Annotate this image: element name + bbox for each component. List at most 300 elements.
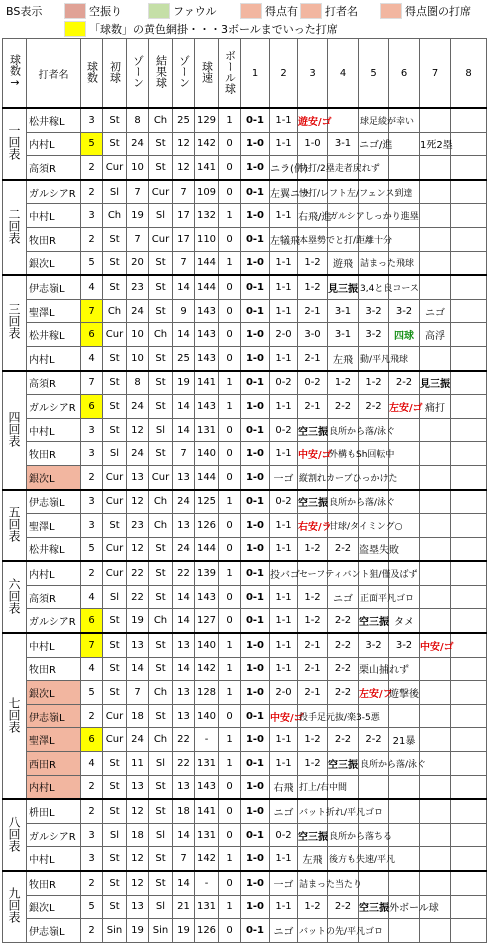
pitch-count: 5 (81, 895, 103, 919)
ball-count: 0 (219, 275, 241, 299)
pitch-count: 4 (81, 657, 103, 681)
result-pitch: St (149, 657, 173, 681)
pitch-count: 7 (81, 371, 103, 395)
result-zone: 25 (173, 346, 195, 370)
count-cell-4: 外構もSh回転中 (328, 442, 359, 466)
first-zone: 24 (127, 395, 149, 419)
result-zone: 17 (173, 204, 195, 228)
count-cell-5: 栗山捕れず (359, 657, 389, 681)
speed: 139 (195, 561, 219, 585)
count-cell-3: 詰まった当たり (298, 871, 328, 895)
speed: 132 (195, 204, 219, 228)
first-zone: 10 (127, 156, 149, 180)
batter-name: 松井稼L (27, 323, 81, 347)
first-pitch: Cur (103, 323, 127, 347)
first-pitch: St (103, 251, 127, 275)
count-cell-3: 2-1 (298, 633, 328, 657)
count-cell-3: 投手足元抜/楽3-5悪 (298, 704, 328, 728)
count-cell-7: ニゴ (420, 299, 451, 323)
pitch-count: 2 (81, 227, 103, 251)
inning-label: 五回表 (3, 490, 27, 562)
pitch-count: 3 (81, 514, 103, 538)
first-zone: 12 (127, 847, 149, 871)
count-cell-8 (451, 275, 487, 299)
pitch-count: 4 (81, 275, 103, 299)
count-cell-4: 3-1 (328, 323, 359, 347)
first-zone: 11 (127, 752, 149, 776)
ball-count: 0 (219, 180, 241, 204)
batter-name: ガルシアR (27, 180, 81, 204)
result-pitch: St (149, 847, 173, 871)
batter-name: ガルシアR (27, 609, 81, 633)
result-zone: 24 (173, 490, 195, 514)
count-cell-1: 1-0 (241, 156, 270, 180)
count-cell-3: 1-2 (298, 609, 328, 633)
count-cell-8 (451, 442, 487, 466)
count-cell-2: ニラ(併) (270, 156, 298, 180)
count-cell-7 (420, 681, 451, 705)
count-cell-8 (451, 871, 487, 895)
batter-name: 中村L (27, 418, 81, 442)
first-pitch: St (103, 775, 127, 799)
count-cell-2: 1-1 (270, 609, 298, 633)
count-cell-1: 1-0 (241, 514, 270, 538)
count-cell-3: バットの先/平凡ゴロ (298, 919, 328, 943)
ball-count: 0 (219, 609, 241, 633)
first-zone: 19 (127, 609, 149, 633)
count-cell-6 (389, 823, 420, 847)
count-cell-4: 良所から落/泳ぐ (328, 418, 359, 442)
first-pitch: Cur (103, 561, 127, 585)
count-cell-4: ガルシアしっかり進塁 (328, 204, 359, 228)
count-cell-7 (420, 704, 451, 728)
count-cell-4: 2-2 (328, 728, 359, 752)
count-cell-2: 1-1 (270, 514, 298, 538)
result-pitch: Ch (149, 609, 173, 633)
result-zone: 7 (173, 180, 195, 204)
legend-bs: BS表示 (6, 5, 43, 18)
count-cell-8 (451, 585, 487, 609)
count-cell-6 (389, 704, 420, 728)
result-zone: 19 (173, 371, 195, 395)
ball-count: 1 (219, 108, 241, 132)
batter-name: 内村L (27, 775, 81, 799)
count-cell-1: 1-0 (241, 323, 270, 347)
count-cell-7: 見三振 (420, 371, 451, 395)
first-pitch: St (103, 609, 127, 633)
table-row (3, 180, 487, 204)
table-row (3, 704, 487, 728)
table-body (3, 108, 487, 942)
first-pitch: St (103, 346, 127, 370)
first-pitch: St (103, 418, 127, 442)
first-zone: 18 (127, 704, 149, 728)
count-cell-3: 1-2 (298, 275, 328, 299)
count-cell-8 (451, 108, 487, 132)
count-cell-1: 0-1 (241, 704, 270, 728)
count-cell-7 (420, 418, 451, 442)
count-cell-2: 2-0 (270, 681, 298, 705)
count-cell-2: 1-1 (270, 108, 298, 132)
count-cell-5: 良所から落/泳ぐ (359, 752, 389, 776)
first-pitch: St (103, 514, 127, 538)
pitch-count: 2 (81, 465, 103, 489)
speed: 131 (195, 823, 219, 847)
result-zone: 14 (173, 609, 195, 633)
first-pitch: St (103, 847, 127, 871)
count-cell-2: 左翼ニラ (270, 180, 298, 204)
batter-name: 西田R (27, 752, 81, 776)
result-zone: 14 (173, 823, 195, 847)
count-cell-8 (451, 156, 487, 180)
count-cell-6: タメ (389, 609, 420, 633)
speed: 144 (195, 251, 219, 275)
count-cell-8 (451, 180, 487, 204)
count-cell-1: 0-1 (241, 490, 270, 514)
count-cell-8 (451, 251, 487, 275)
table-row (3, 728, 487, 752)
count-cell-1: 1-0 (241, 537, 270, 561)
count-cell-5: 正面平凡ゴロ (359, 585, 389, 609)
count-cell-8 (451, 490, 487, 514)
count-cell-2: 1-1 (270, 346, 298, 370)
count-cell-8 (451, 514, 487, 538)
count-cell-3: 中安/ゴ (298, 442, 328, 466)
count-cell-3: 1-2 (298, 752, 328, 776)
ball-count: 0 (219, 299, 241, 323)
batter-name: 中村L (27, 204, 81, 228)
speed: 144 (195, 465, 219, 489)
count-cell-5: 盗塁失敗 (359, 537, 389, 561)
count-cell-4: 良所から落ちる (328, 823, 359, 847)
batter-name: 伊志嶺L (27, 490, 81, 514)
count-cell-7 (420, 657, 451, 681)
count-cell-4: ニゴ (328, 585, 359, 609)
batter-name: 銀次L (27, 465, 81, 489)
first-pitch: Sl (103, 180, 127, 204)
first-pitch: St (103, 395, 127, 419)
count-cell-1: 1-0 (241, 633, 270, 657)
count-cell-5: 1-2 (359, 371, 389, 395)
header-count-4: 4 (328, 39, 359, 109)
ball-count: 0 (219, 919, 241, 943)
first-zone: 12 (127, 537, 149, 561)
pitch-count: 5 (81, 537, 103, 561)
count-cell-7 (420, 728, 451, 752)
result-pitch: Ch (149, 681, 173, 705)
count-cell-2: 一ゴ (270, 465, 298, 489)
count-cell-6: 左安/ゴ (389, 395, 420, 419)
batter-name: 牧田R (27, 227, 81, 251)
count-cell-6 (389, 775, 420, 799)
count-cell-7 (420, 514, 451, 538)
result-pitch: St (149, 251, 173, 275)
inning-label: 八回表 (3, 799, 27, 871)
count-cell-6 (389, 156, 420, 180)
swatch-foul (148, 3, 170, 19)
result-pitch: St (149, 442, 173, 466)
inning-label: 三回表 (3, 275, 27, 370)
speed: - (195, 728, 219, 752)
count-cell-4: 1-2 (328, 371, 359, 395)
count-cell-5: ニゴ/進 (359, 132, 389, 156)
count-cell-2: ニゴ (270, 799, 298, 823)
table-row (3, 156, 487, 180)
first-zone: 13 (127, 775, 149, 799)
batter-name: 伊志嶺L (27, 919, 81, 943)
result-zone: 25 (173, 108, 195, 132)
first-zone: 12 (127, 799, 149, 823)
ball-count: 0 (219, 799, 241, 823)
pitch-count: 3 (81, 490, 103, 514)
pitch-count: 3 (81, 204, 103, 228)
table-row (3, 799, 487, 823)
speed: 144 (195, 537, 219, 561)
header-zone1: ゾーン (127, 39, 149, 109)
ball-count: 1 (219, 371, 241, 395)
count-cell-6: 21暴 (389, 728, 420, 752)
count-cell-2: 1-1 (270, 299, 298, 323)
count-cell-8 (451, 895, 487, 919)
result-zone: 22 (173, 728, 195, 752)
count-cell-8 (451, 609, 487, 633)
count-cell-8 (451, 823, 487, 847)
count-cell-7 (420, 585, 451, 609)
count-cell-8 (451, 465, 487, 489)
pitch-count: 7 (81, 299, 103, 323)
first-pitch: St (103, 752, 127, 776)
count-cell-2: 1-1 (270, 275, 298, 299)
first-zone: 8 (127, 371, 149, 395)
batter-name: 松井稼L (27, 537, 81, 561)
table-row (3, 204, 487, 228)
speed: 141 (195, 799, 219, 823)
batter-name: 牧田R (27, 657, 81, 681)
count-cell-7 (420, 251, 451, 275)
result-pitch: St (149, 585, 173, 609)
count-cell-2: 0-2 (270, 371, 298, 395)
swatch-swing (64, 3, 86, 19)
count-cell-5: 3-2 (359, 633, 389, 657)
count-cell-3: 0-2 (298, 371, 328, 395)
count-cell-1: 0-1 (241, 180, 270, 204)
count-cell-7 (420, 871, 451, 895)
first-zone: 13 (127, 895, 149, 919)
inning-label: 一回表 (3, 108, 27, 180)
result-pitch: St (149, 633, 173, 657)
batter-name: 高須R (27, 585, 81, 609)
pitch-count: 3 (81, 418, 103, 442)
count-cell-1: 0-1 (241, 585, 270, 609)
count-cell-2: ニゴ (270, 919, 298, 943)
count-cell-1: 1-0 (241, 799, 270, 823)
first-pitch: St (103, 681, 127, 705)
table-row (3, 847, 487, 871)
count-cell-1: 1-0 (241, 895, 270, 919)
pitch-count: 5 (81, 132, 103, 156)
count-cell-4: 良所から落/泳ぐ (328, 490, 359, 514)
table-row (3, 537, 487, 561)
header-row (3, 39, 487, 109)
pitch-count: 4 (81, 346, 103, 370)
count-cell-3: 3-0 (298, 323, 328, 347)
count-cell-7 (420, 609, 451, 633)
count-cell-1: 1-0 (241, 775, 270, 799)
first-zone: 24 (127, 132, 149, 156)
count-cell-1: 1-0 (241, 871, 270, 895)
batter-name: ガルシアR (27, 395, 81, 419)
table-row (3, 823, 487, 847)
count-cell-3: 右安/ラ (298, 514, 328, 538)
table-row (3, 227, 487, 251)
count-cell-2: 1-1 (270, 847, 298, 871)
count-cell-6: 外ボール球 (389, 895, 420, 919)
count-cell-1: 0-1 (241, 299, 270, 323)
result-zone: 9 (173, 299, 195, 323)
batter-name: 銀次L (27, 251, 81, 275)
ball-count: 1 (219, 633, 241, 657)
ball-count: 0 (219, 418, 241, 442)
count-cell-3: 空三振 (298, 418, 328, 442)
count-cell-1: 1-0 (241, 204, 270, 228)
result-pitch: Sl (149, 204, 173, 228)
speed: 143 (195, 395, 219, 419)
first-zone: 7 (127, 681, 149, 705)
count-cell-8 (451, 799, 487, 823)
count-cell-2: 1-1 (270, 537, 298, 561)
count-cell-5 (359, 871, 389, 895)
speed: 131 (195, 895, 219, 919)
legend-3ball: 「球数」の黄色網掛・・・3ボールまでいった打席 (64, 20, 338, 38)
first-zone: 10 (127, 346, 149, 370)
result-pitch: St (149, 371, 173, 395)
first-pitch: Sl (103, 442, 127, 466)
result-pitch: St (149, 871, 173, 895)
speed: 144 (195, 275, 219, 299)
speed: 140 (195, 704, 219, 728)
inning-label: 九回表 (3, 871, 27, 942)
header-count-3: 3 (298, 39, 328, 109)
first-zone: 8 (127, 108, 149, 132)
result-zone: 14 (173, 395, 195, 419)
count-cell-5: 球足綾が幸い (359, 108, 389, 132)
count-cell-1: 1-0 (241, 465, 270, 489)
count-cell-7 (420, 465, 451, 489)
count-cell-6 (389, 132, 420, 156)
count-cell-5 (359, 775, 389, 799)
count-cell-8 (451, 633, 487, 657)
result-pitch: Sl (149, 418, 173, 442)
swatch-batter (300, 3, 322, 19)
count-cell-7 (420, 561, 451, 585)
count-cell-7 (420, 847, 451, 871)
result-zone: 7 (173, 442, 195, 466)
batter-name: 聖澤L (27, 514, 81, 538)
result-pitch: Ch (149, 323, 173, 347)
pitch-count: 2 (81, 871, 103, 895)
first-zone: 20 (127, 251, 149, 275)
first-pitch: St (103, 227, 127, 251)
pitch-count: 3 (81, 108, 103, 132)
count-cell-5: 2-2 (359, 395, 389, 419)
first-pitch: Cur (103, 537, 127, 561)
count-cell-1: 0-1 (241, 108, 270, 132)
inning-label: 二回表 (3, 180, 27, 275)
count-cell-3: バット折れ/平凡ゴロ (298, 799, 328, 823)
ball-count: 0 (219, 704, 241, 728)
swatch-score (240, 3, 262, 19)
count-cell-2: 投バゴ (270, 561, 298, 585)
ball-count: 0 (219, 156, 241, 180)
speed: 140 (195, 442, 219, 466)
ball-count: 1 (219, 395, 241, 419)
header-pitches: 球数 (81, 39, 103, 109)
first-zone: 23 (127, 514, 149, 538)
ball-count: 0 (219, 346, 241, 370)
count-cell-8 (451, 537, 487, 561)
count-cell-7 (420, 799, 451, 823)
table-row (3, 585, 487, 609)
first-zone: 13 (127, 465, 149, 489)
count-cell-6: 3-2 (389, 299, 420, 323)
count-cell-7: 高浮 (420, 323, 451, 347)
count-cell-7 (420, 442, 451, 466)
result-zone: 14 (173, 323, 195, 347)
header-count-5: 5 (359, 39, 389, 109)
count-cell-7: 中安/ゴ (420, 633, 451, 657)
pitch-count: 2 (81, 919, 103, 943)
count-cell-7 (420, 919, 451, 943)
result-pitch: Sl (149, 823, 173, 847)
pitch-count: 2 (81, 156, 103, 180)
speed: 142 (195, 847, 219, 871)
speed: - (195, 871, 219, 895)
table-row (3, 251, 487, 275)
legend-foul: ファウル (148, 2, 216, 20)
table-row (3, 418, 487, 442)
result-pitch: Cur (149, 227, 173, 251)
header-result: 結果球 (149, 39, 173, 109)
count-cell-8 (451, 132, 487, 156)
batter-name: 中村L (27, 633, 81, 657)
count-cell-3: 1-2 (298, 251, 328, 275)
count-cell-7: 痛打 (420, 395, 451, 419)
speed: 110 (195, 227, 219, 251)
count-cell-2: 1-1 (270, 585, 298, 609)
batter-name: 聖澤L (27, 299, 81, 323)
count-cell-3: 1-0 (298, 132, 328, 156)
count-cell-4: 2-2 (328, 395, 359, 419)
count-cell-3: 本塁勢でと打/距離十分 (298, 227, 328, 251)
ball-count: 1 (219, 847, 241, 871)
count-cell-5: 3-2 (359, 299, 389, 323)
count-cell-1: 1-0 (241, 847, 270, 871)
count-cell-7 (420, 275, 451, 299)
first-pitch: St (103, 895, 127, 919)
legend (0, 0, 489, 38)
table-row (3, 275, 487, 299)
pitch-table (2, 38, 487, 943)
count-cell-1: 1-0 (241, 132, 270, 156)
pitch-count: 7 (81, 633, 103, 657)
result-zone: 7 (173, 251, 195, 275)
count-cell-3: 左飛 (298, 847, 328, 871)
pitch-count: 2 (81, 180, 103, 204)
count-cell-1: 0-1 (241, 919, 270, 943)
result-zone: 14 (173, 871, 195, 895)
ball-count: 0 (219, 871, 241, 895)
count-cell-8 (451, 775, 487, 799)
